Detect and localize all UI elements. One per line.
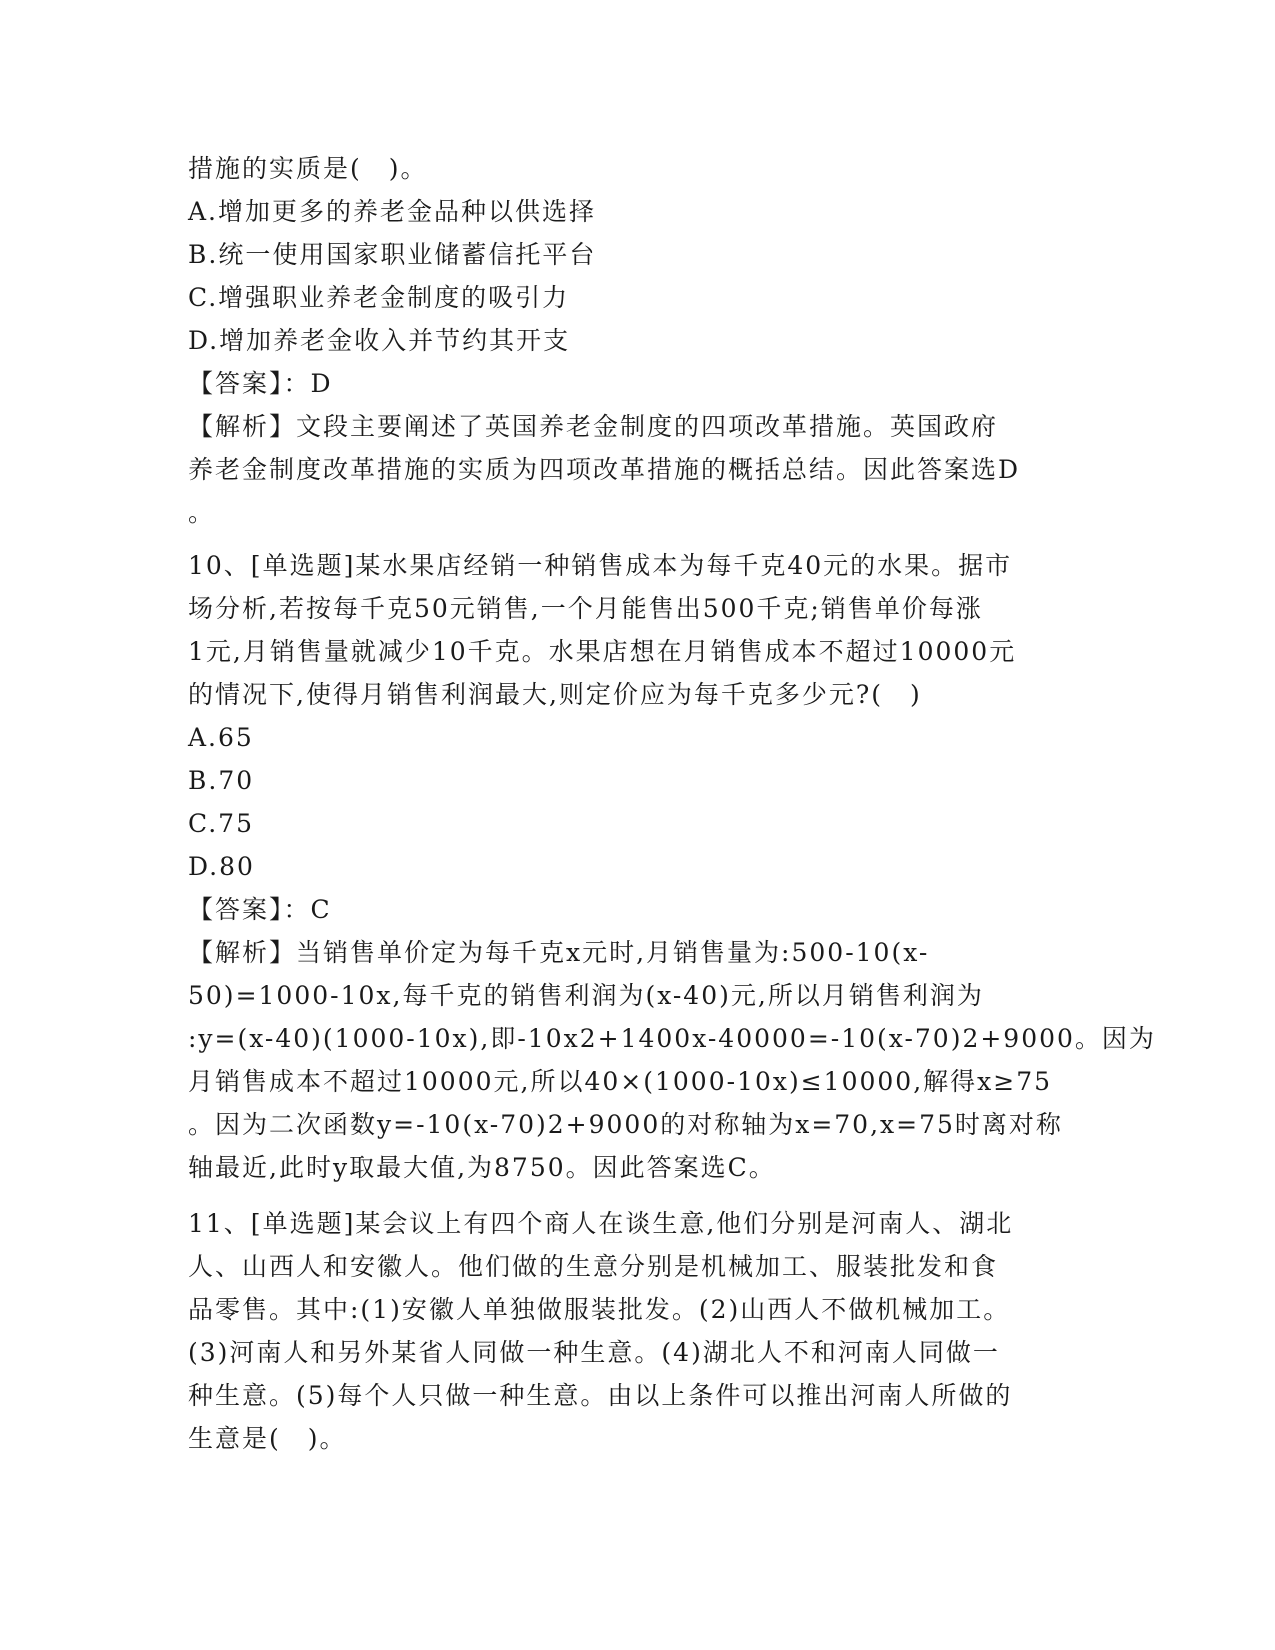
question-11: [188, 1202, 1078, 1460]
option-a: A.65: [188, 723, 254, 752]
option-d: D.增加养老金收入并节约其开支: [188, 326, 571, 355]
answer-line: 【答案】：C: [188, 895, 332, 924]
question-stem: (3)河南人和另外某省人同做一种生意。(4)湖北人不和河南人同做一: [188, 1338, 1000, 1367]
question-stem: 人、山西人和安徽人。他们做的生意分别是机械加工、服装批发和食: [188, 1252, 999, 1281]
question-stem: 11、[单选题]某会议上有四个商人在谈生意,他们分别是河南人、湖北: [188, 1209, 1014, 1238]
answer-line: 【答案】：D: [188, 369, 333, 398]
option-b: B.70: [188, 766, 255, 795]
question-stem: 场分析,若按每千克50元销售,一个月能售出500千克;销售单价每涨: [188, 594, 983, 623]
option-c: C.75: [188, 809, 254, 838]
question-stem: 10、[单选题]某水果店经销一种销售成本为每千克40元的水果。据市: [188, 551, 1013, 580]
analysis-line: :y=(x-40)(1000-10x),即-10x2+1400x-40000=-10(x-70)2+9000。因为: [188, 1024, 1156, 1053]
question-stem-tail: 措施的实质是( )。: [188, 154, 428, 183]
analysis-line: 养老金制度改革措施的实质为四项改革措施的概括总结。因此答案选D: [188, 455, 1021, 484]
question-10: [188, 544, 1156, 1189]
question-stem: 1元,月销售量就减少10千克。水果店想在月销售成本不超过10000元: [188, 637, 1017, 666]
analysis-line: 【解析】当销售单价定为每千克x元时,月销售量为:500-10(x-: [188, 938, 930, 967]
analysis-line: 月销售成本不超过10000元,所以40×(1000-10x)≤10000,解得x≥75: [188, 1067, 1053, 1096]
question-9-continued: [188, 147, 1078, 534]
option-c: C.增强职业养老金制度的吸引力: [188, 283, 570, 312]
analysis-line: 50)=1000-10x,每千克的销售利润为(x-40)元,所以月销售利润为: [188, 981, 984, 1010]
analysis-line: 。: [188, 498, 216, 527]
option-d: D.80: [188, 852, 255, 881]
analysis-line: 轴最近,此时y取最大值,为8750。因此答案选C。: [188, 1153, 776, 1182]
question-stem: 种生意。(5)每个人只做一种生意。由以上条件可以推出河南人所做的: [188, 1381, 1013, 1410]
analysis-line: 。因为二次函数y=-10(x-70)2+9000的对称轴为x=70,x=75时离对称: [188, 1110, 1063, 1139]
option-b: B.统一使用国家职业储蓄信托平台: [188, 240, 597, 269]
question-stem: 的情况下,使得月销售利润最大,则定价应为每千克多少元?( ): [188, 680, 922, 709]
question-stem: 生意是( )。: [188, 1424, 347, 1453]
analysis-line: 【解析】文段主要阐述了英国养老金制度的四项改革措施。英国政府: [188, 412, 999, 441]
question-stem: 品零售。其中:(1)安徽人单独做服装批发。(2)山西人不做机械加工。: [188, 1295, 1011, 1324]
option-a: A.增加更多的养老金品种以供选择: [188, 197, 597, 226]
